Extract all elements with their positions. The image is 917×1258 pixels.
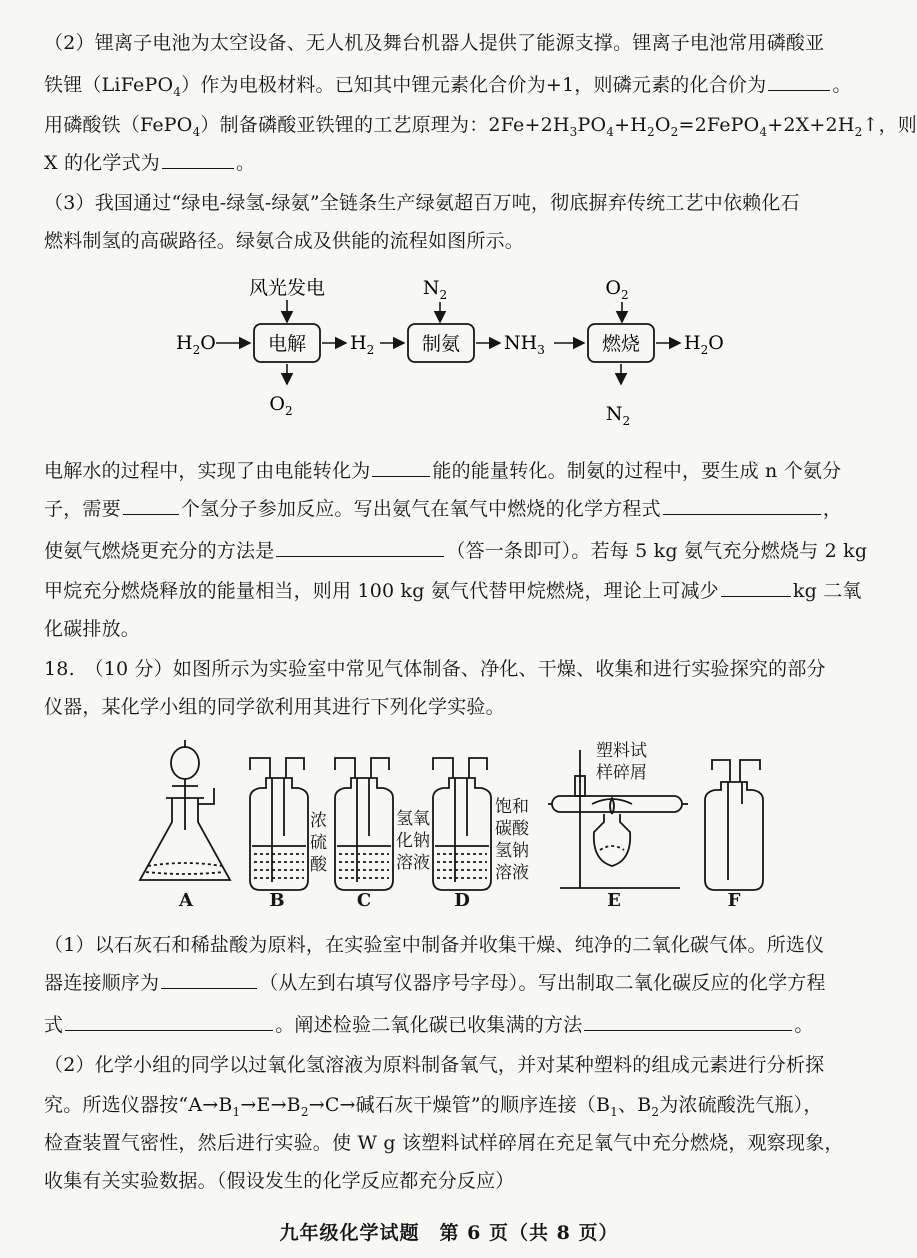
- reagent-C-2: 化钠: [396, 831, 430, 851]
- flow-end-h2o: [684, 332, 724, 357]
- svg-text:H2O: $H_2O$: [176, 332, 216, 357]
- q18-s2-line-4: 收集有关实验数据。（假设发生的化学反应都充分反应）: [44, 1170, 515, 1192]
- svg-text:H2O: $H_2O$: [684, 332, 724, 357]
- label-D: D: [454, 890, 470, 911]
- label-B: B: [269, 890, 285, 911]
- q3-para-line-4: 甲烷充分燃烧释放的能量相当，则用 100 kg 氨气代替甲烷燃烧，理论上可减少 kg 二氧: [44, 580, 862, 602]
- apparatus-A: [140, 740, 230, 880]
- answer-blank[interactable]: [162, 150, 234, 169]
- reagent-E-2: 样碎屑: [596, 763, 647, 783]
- flow-output-n2: [606, 403, 630, 428]
- q2-line-1: （2）锂离子电池为太空设备、无人机及舞台机器人提供了能源支撑。锂离子电池常用磷酸亚: [44, 32, 825, 54]
- reagent-C-3: 溶液: [396, 853, 430, 873]
- apparatus-C: [335, 758, 393, 890]
- svg-text:N2: $N_2$: [422, 277, 448, 302]
- label-F: F: [727, 890, 741, 911]
- answer-blank[interactable]: [372, 458, 430, 477]
- q18-s2-line-3: 检查装置气密性，然后进行实验。使 W g 该塑料试样碎屑在充足氧气中充分燃烧，观察现象，: [44, 1132, 844, 1154]
- flow-box-electrolysis-label: 电解: [267, 333, 307, 355]
- q18-line-1: 18. （10 分）如图所示为实验室中常见气体制备、净化、干燥、收集和进行实验探究的部分: [44, 658, 826, 680]
- svg-text:O2: $O_2$: [605, 277, 629, 302]
- q18-line-2: 仪器，某化学小组的同学欲利用其进行下列化学实验。: [44, 696, 505, 718]
- flow-box-combustion-label: 燃烧: [601, 333, 641, 355]
- flow-start-h2o: [176, 332, 216, 357]
- apparatus-B: [250, 758, 308, 890]
- reagent-D-2: 碳酸: [495, 819, 529, 839]
- q2-line-2: 铁锂（LiFePO$_4$）作为电极材料。已知其中锂元素化合价为+1，则磷元素的化合价为 。: [44, 74, 852, 99]
- flow-input-n2: [423, 277, 447, 302]
- q18-s1-line-1: （1）以石灰石和稀盐酸为原料，在实验室中制备并收集干燥、纯净的二氧化碳气体。所选仪: [44, 934, 825, 956]
- reagent-E-1: 塑料试: [596, 741, 647, 761]
- reagent-B-3: 酸: [310, 855, 327, 875]
- answer-blank[interactable]: [663, 496, 821, 515]
- svg-text:O2: $O_2$: [269, 393, 293, 418]
- reagent-D-3: 氢钠: [495, 841, 529, 861]
- q18-s2-line-1: （2）化学小组的同学以过氧化氢溶液为原料制备氧气，并对某种塑料的组成元素进行分析探: [44, 1054, 825, 1076]
- flow-input-o2: [605, 277, 628, 302]
- svg-text:H2: $H_2$: [350, 332, 375, 357]
- flow-output-o2: [269, 393, 292, 418]
- flow-box-ammonia-synthesis-label: 制氨: [421, 333, 461, 355]
- apparatus-F: [705, 760, 763, 890]
- q3-para-line-5: 化碳排放。: [44, 618, 141, 640]
- answer-blank[interactable]: [721, 578, 791, 597]
- q3-para-line-1: 电解水的过程中，实现了由电能转化为 能的能量转化。制氨的过程中，要生成 n 个氨分: [44, 460, 842, 482]
- reagent-D-1: 饱和: [495, 797, 529, 817]
- page-footer: 九年级化学试题 第 6 页（共 8 页）: [279, 1222, 619, 1244]
- q3-para-line-2: 子，需要 个氢分子参加反应。写出氨气在氧气中燃烧的化学方程式 ，: [44, 498, 843, 520]
- q2-line-4: X 的化学式为 。: [44, 152, 256, 174]
- q3-line-2: 燃料制氢的高碳路径。绿氨合成及供能的流程如图所示。: [44, 230, 525, 252]
- reagent-B-2: 硫: [310, 833, 327, 853]
- answer-blank[interactable]: [65, 1012, 273, 1031]
- flow-input-wind-solar: 风光发电: [248, 277, 326, 299]
- flow-mid-h2: [350, 332, 374, 357]
- flow-mid-nh3: [504, 332, 545, 357]
- reagent-B-1: 浓: [310, 811, 327, 831]
- label-C: C: [356, 890, 372, 911]
- answer-blank[interactable]: [276, 538, 444, 557]
- lab-apparatus-illustration: [0, 730, 898, 915]
- label-A: A: [179, 890, 193, 911]
- svg-text:N2: $N_2$: [605, 403, 631, 428]
- answer-blank[interactable]: [123, 496, 179, 515]
- apparatus-D: [433, 758, 491, 890]
- svg-text:NH3: $NH_3$: [504, 332, 545, 357]
- q2-line-3: 用磷酸铁（FePO$_4$）制备磷酸亚铁锂的工艺原理为：$2Fe+2H_3PO_4+H_2O_2=2FePO_4+2X+2H_2↑$，则: [44, 114, 917, 139]
- q18-s2-line-2: 究。所选仪器按“$A\to B_1\to E\to B_2\to C\to$碱石灰干燥管”的顺序连接（$B_1$、$B_2$为浓硫酸洗气瓶），: [44, 1094, 823, 1119]
- label-E: E: [607, 890, 621, 911]
- q3-line-1: （3）我国通过“绿电-绿氢-绿氨”全链条生产绿氨超百万吨，彻底摒弃传统工艺中依赖化石: [44, 192, 800, 214]
- answer-blank[interactable]: [161, 970, 257, 989]
- q3-para-line-3: 使氨气燃烧更充分的方法是 （答一条即可）。若每 5 kg 氨气充分燃烧与 2 kg: [44, 540, 868, 562]
- green-ammonia-flow-diagram: [0, 262, 898, 432]
- q18-s1-line-3: 式 。阐述检验二氧化碳已收集满的方法 。: [44, 1014, 814, 1036]
- answer-blank[interactable]: [768, 72, 830, 91]
- answer-blank[interactable]: [584, 1012, 792, 1031]
- q18-s1-line-2: 器连接顺序为 （从左到右填写仪器序号字母）。写出制取二氧化碳反应的化学方程: [44, 972, 826, 994]
- reagent-D-4: 溶液: [495, 863, 529, 883]
- reagent-C-1: 氢氧: [396, 809, 430, 829]
